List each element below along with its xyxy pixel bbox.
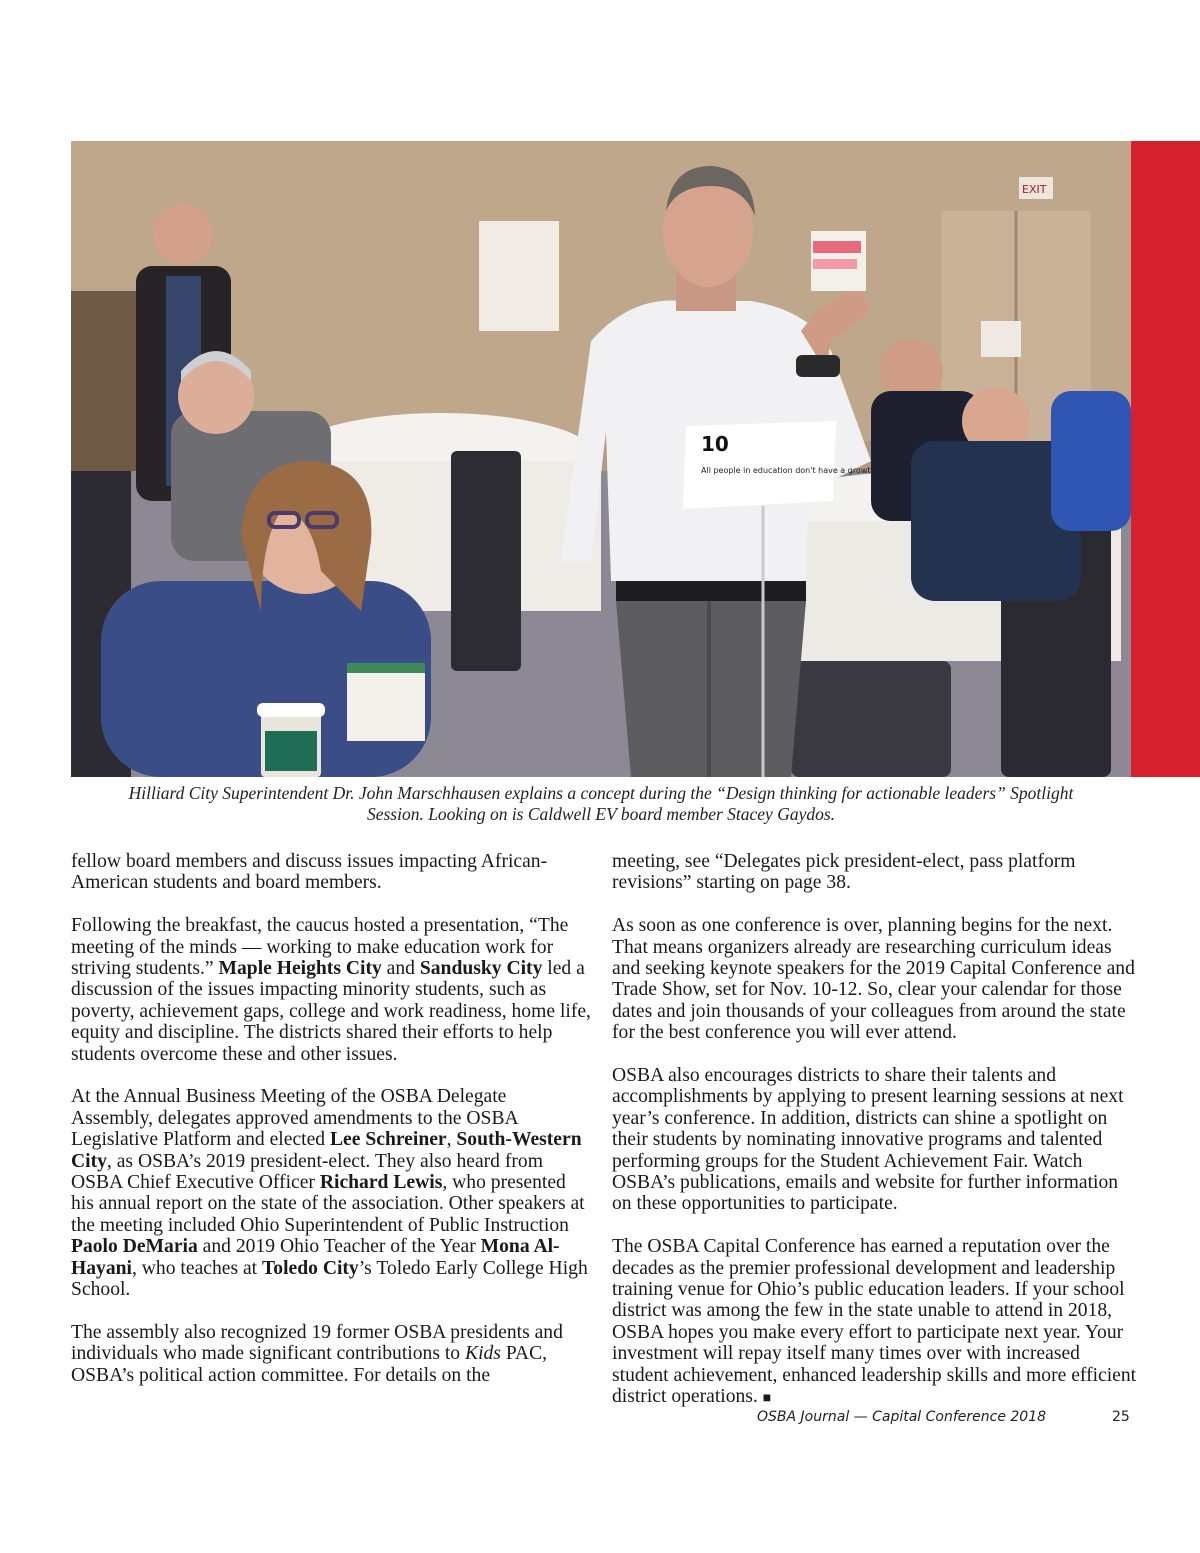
- text-run: PAC, OSBA’s political action committee. For details on the: [71, 1343, 548, 1386]
- text-run: led a discussion of the issues impacting minority students, such as poverty, achievement gaps, college and work readiness, home life, equity and discipline. The districts shared their efforts to help students overcome these and other issues.: [71, 958, 591, 1065]
- person-name: Mona Al-Hayani: [71, 1236, 560, 1279]
- text-run: At the Annual Business Meeting of the OSBA Delegate Assembly, delegates approved amendments to the OSBA Legislative Platform and elected: [71, 1086, 518, 1151]
- italic-term: Kids: [465, 1343, 501, 1365]
- table-card-number: 10: [701, 432, 729, 456]
- end-mark: ■: [762, 1391, 772, 1407]
- text-run: , as OSBA’s 2019 president-elect. They also heard from OSBA Chief Executive Officer: [71, 1150, 543, 1194]
- text-run: and: [381, 958, 420, 980]
- left-paragraph-2: [71, 915, 591, 1065]
- district-name: South-Western City: [71, 1129, 582, 1172]
- table-card-note: All people in education don't have a growth mindset.: [701, 466, 914, 475]
- text-run: The assembly also recognized 19 former OSBA presidents and individuals who made significant contributions to: [71, 1321, 563, 1365]
- conference-photo: [71, 141, 1131, 777]
- page-number: 25: [1112, 1409, 1130, 1425]
- text-run: , who presented his annual report on the state of the association. Other speakers at the meeting included Ohio Superintendent of Public Instruction: [71, 1172, 585, 1236]
- district-name: Maple Heights City: [218, 958, 382, 980]
- text-run: The OSBA Capital Conference has earned a reputation over the decades as the premier professional development and leadership training venue for Ohio’s public education leaders. If your school district was among the few in the state unable to attend in 2018, OSBA hopes you make every effort to participate next year. Your investment will repay itself many times over with increased student achievement, enhanced leadership skills and more efficient district operations.: [612, 1236, 1137, 1408]
- text-run: ,: [446, 1129, 457, 1151]
- left-paragraph-1: fellow board members and discuss issues impacting African-American students and board members.: [71, 851, 548, 894]
- right-paragraph-1: meeting, see “Delegates pick president-elect, pass platform revisions” starting on page 38.: [612, 851, 1076, 894]
- left-paragraph-3: [71, 1086, 591, 1300]
- person-name: Richard Lewis: [319, 1172, 443, 1194]
- text-run: and 2019 Ohio Teacher of the Year: [197, 1236, 481, 1258]
- right-paragraph-4: [612, 1236, 1137, 1409]
- person-name: Lee Schreiner: [329, 1129, 447, 1151]
- red-accent-bar: [1131, 141, 1200, 777]
- right-paragraph-2: As soon as one conference is over, planning begins for the next. That means organizers already are researching curriculum ideas and seeking keynote speakers for the 2019 Capital Conference and Trade Show, set for Nov. 10-12. So, clear your calendar for those dates and join thousands of your colleagues from around the state for the best conference you will ever attend.: [612, 915, 1135, 1044]
- text-run: , who teaches at: [131, 1257, 263, 1279]
- district-name: Toledo City: [262, 1257, 359, 1279]
- left-column: [71, 851, 591, 1408]
- left-paragraph-4: [71, 1322, 591, 1386]
- person-name: Paolo DeMaria: [71, 1236, 198, 1258]
- right-column: [612, 851, 1137, 1431]
- caption-line-1: Hilliard City Superintendent Dr. John Marschhausen explains a concept during the “Design thinking for actionable leaders” Spotlight: [128, 783, 1074, 803]
- right-paragraph-3: OSBA also encourages districts to share their talents and accomplishments by applying to present learning sessions at next year’s conference. In addition, districts can shine a spotlight on their students by nominating innovative programs and talented performing groups for the Student Achievement Fair. Watch OSBA’s publications, emails and website for further information on these opportunities to participate.: [612, 1065, 1124, 1215]
- photo-caption: [71, 783, 1131, 825]
- footer-title: OSBA Journal — Capital Conference 2018: [757, 1409, 1047, 1425]
- caption-line-2: Session. Looking on is Caldwell EV board member Stacey Gaydos.: [366, 804, 836, 824]
- conference-photo-illustration: [71, 141, 1131, 777]
- text-run: ’s Toledo Early College High School.: [71, 1257, 588, 1301]
- district-name: Sandusky City: [419, 958, 543, 980]
- exit-sign-text: EXIT: [1022, 183, 1047, 196]
- text-run: Following the breakfast, the caucus hosted a presentation, “The meeting of the minds — working to make education work for striving students.”: [71, 915, 569, 980]
